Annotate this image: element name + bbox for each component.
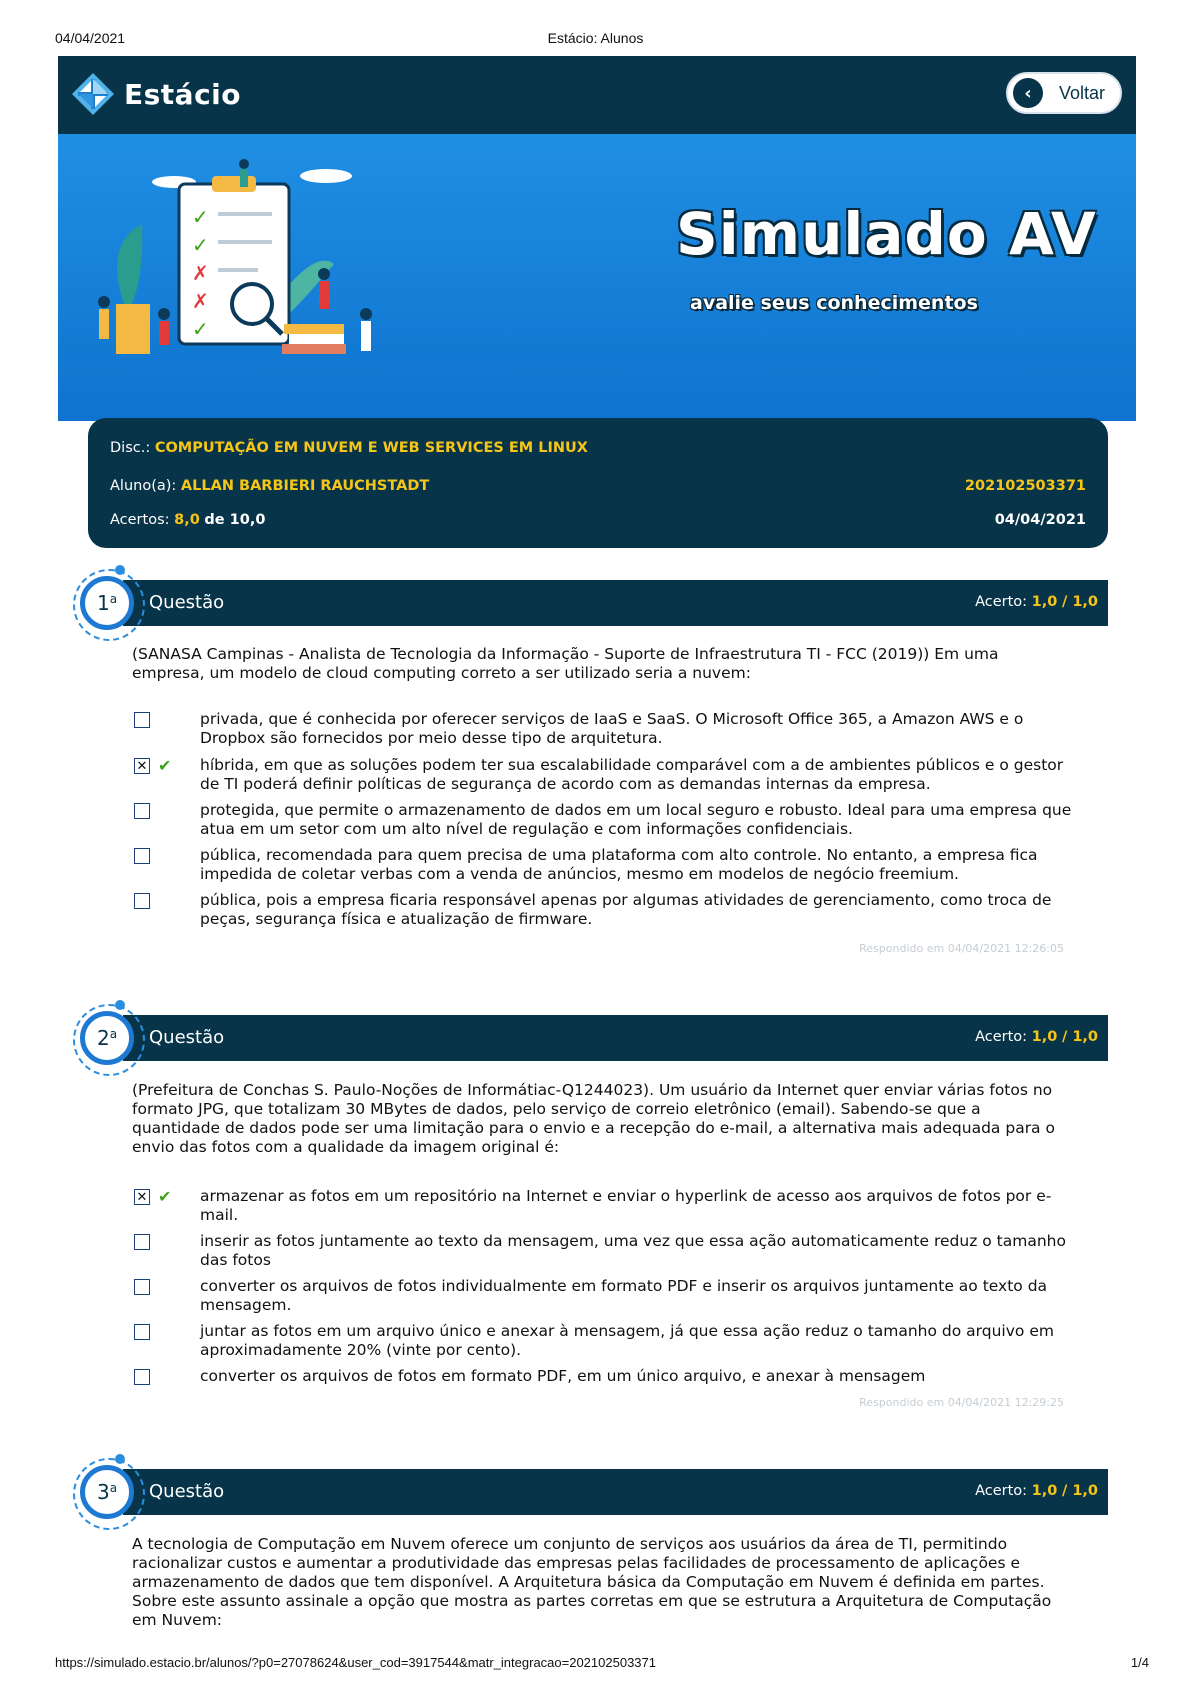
question-header bbox=[123, 1469, 1108, 1515]
score-row bbox=[110, 512, 1086, 528]
question-score bbox=[975, 594, 1098, 610]
question-score bbox=[975, 1029, 1098, 1045]
score-label: Acerto: bbox=[975, 1029, 1028, 1045]
checklist-illustration bbox=[84, 154, 404, 374]
option-checkbox[interactable] bbox=[134, 1324, 150, 1340]
option-text: armazenar as fotos em um repositório na Internet e enviar o hyperlink de acesso aos arquivos de fotos por e-mail. bbox=[200, 1187, 1052, 1224]
student-label: Aluno(a): bbox=[110, 478, 177, 494]
answer-option[interactable] bbox=[132, 1277, 1072, 1317]
question-title: Questão bbox=[149, 1027, 225, 1048]
answered-timestamp: Respondido em 04/04/2021 12:26:05 bbox=[859, 942, 1064, 955]
option-checkbox[interactable] bbox=[134, 893, 150, 909]
estacio-logo-icon bbox=[70, 71, 116, 117]
discipline-label: Disc.: bbox=[110, 440, 151, 456]
badge-dot bbox=[115, 1454, 125, 1464]
option-checkbox[interactable] bbox=[134, 1369, 150, 1385]
svg-text:✓: ✓ bbox=[192, 317, 209, 341]
option-checkbox[interactable] bbox=[134, 848, 150, 864]
correct-check-icon: ✔ bbox=[158, 756, 172, 775]
svg-text:✗: ✗ bbox=[192, 261, 209, 285]
badge-dot bbox=[115, 565, 125, 575]
question-number: 3 bbox=[96, 1480, 110, 1504]
option-text: pública, recomendada para quem precisa de uma plataforma com alto controle. No entanto, a empresa fica impedida de coletar verbas com a venda de anúncios, mesmo em modelos de negócio freemium. bbox=[200, 846, 1038, 883]
svg-text:✓: ✓ bbox=[192, 205, 209, 229]
correct-check-icon: ✔ bbox=[158, 1187, 172, 1206]
score-total: / 1,0 bbox=[1061, 1483, 1098, 1499]
back-button[interactable] bbox=[1006, 72, 1122, 114]
score-label: Acerto: bbox=[975, 594, 1028, 610]
question-number-suffix: a bbox=[109, 592, 118, 606]
option-checkbox[interactable] bbox=[134, 712, 150, 728]
student-info-card bbox=[88, 418, 1108, 548]
answer-option[interactable] bbox=[132, 1322, 1072, 1362]
option-checkbox[interactable] bbox=[134, 1279, 150, 1295]
score-total: de 10,0 bbox=[204, 512, 266, 528]
answer-option[interactable] bbox=[132, 1187, 1072, 1227]
discipline-value: COMPUTAÇÃO EM NUVEM E WEB SERVICES EM LINUX bbox=[154, 440, 588, 456]
question-header bbox=[123, 1015, 1108, 1061]
simulado-banner bbox=[58, 134, 1136, 421]
score-value: 1,0 bbox=[1031, 1029, 1058, 1045]
question-header bbox=[123, 580, 1108, 626]
option-text: protegida, que permite o armazenamento de dados em um local seguro e robusto. Ideal para uma empresa que atua em um setor com um alto nível de regulação e com informações confidenciais. bbox=[200, 801, 1072, 838]
question-number-badge bbox=[80, 576, 134, 630]
answer-option[interactable] bbox=[132, 710, 1072, 750]
question-title: Questão bbox=[149, 592, 225, 613]
option-text: converter os arquivos de fotos em formato PDF, em um único arquivo, e anexar à mensagem bbox=[200, 1367, 926, 1385]
answer-option[interactable] bbox=[132, 1232, 1072, 1272]
question-stem: A tecnologia de Computação em Nuvem oferece um conjunto de serviços aos usuários da área de TI, permitindo racionalizar custos e aumentar a produtividade das empresas pelas facilidades de processamento de aplicações e armazenamento de dados que tem disponível. A Arquitetura básica da Computação em Nuvem é definida em partes. Sobre este assunto assinale a opção que mostra as partes corretas em que se estrutura a Arquitetura de Computação em Nuvem: bbox=[132, 1535, 1052, 1629]
option-checkbox[interactable] bbox=[134, 803, 150, 819]
answer-option[interactable] bbox=[132, 891, 1072, 931]
top-bar bbox=[58, 56, 1136, 134]
svg-text:✗: ✗ bbox=[192, 289, 209, 313]
exam-date: 04/04/2021 bbox=[994, 512, 1086, 528]
question-stem: (SANASA Campinas - Analista de Tecnologia da Informação - Suporte de Infraestrutura TI - FCC (2019)) Em uma empresa, um modelo de cloud computing correto a ser utilizado seria a nuvem: bbox=[132, 645, 999, 682]
banner-title: Simulado AV bbox=[676, 200, 1097, 268]
student-row bbox=[110, 478, 1086, 494]
option-text: juntar as fotos em um arquivo único e anexar à mensagem, já que essa ação reduz o tamanho do arquivo em aproximadamente 20% (vinte por cento). bbox=[200, 1322, 1054, 1359]
question-number: 2 bbox=[96, 1026, 110, 1050]
question-number-suffix: a bbox=[109, 1481, 118, 1495]
print-page-number: 1/4 bbox=[1130, 1655, 1149, 1670]
score-value: 8,0 bbox=[174, 512, 200, 528]
question-stem: (Prefeitura de Conchas S. Paulo-Noções de Informátiac-Q1244023). Um usuário da Internet quer enviar várias fotos no formato JPG, que totalizam 30 MBytes de dados, pelo serviço de correio eletrônico (email). Sabendo-se que a quantidade de dados pode ser uma limitação para o envio e a recepção do e-mail, a alternativa mais adequada para o envio das fotos com a qualidade da imagem original é: bbox=[132, 1081, 1055, 1156]
enrollment-number: 202102503371 bbox=[964, 478, 1086, 494]
svg-text:✓: ✓ bbox=[192, 233, 209, 257]
back-button-label: Voltar bbox=[1059, 82, 1106, 103]
option-text: pública, pois a empresa ficaria responsável apenas por algumas atividades de gerenciamento, como troca de peças, segurança física e atualização de firmware. bbox=[200, 891, 1052, 928]
question-number-badge bbox=[80, 1011, 134, 1065]
answer-option[interactable] bbox=[132, 801, 1072, 841]
question-title: Questão bbox=[149, 1481, 225, 1502]
question-number-suffix: a bbox=[109, 1027, 118, 1041]
badge-ring bbox=[73, 1004, 145, 1076]
chevron-left-icon: ‹ bbox=[1013, 78, 1043, 108]
option-text: converter os arquivos de fotos individualmente em formato PDF e inserir os arquivos juntamente ao texto da mensagem. bbox=[200, 1277, 1048, 1314]
question-score bbox=[975, 1483, 1098, 1499]
option-checkbox[interactable] bbox=[134, 1234, 150, 1250]
option-text: inserir as fotos juntamente ao texto da mensagem, uma vez que essa ação automaticamente reduz o tamanho das fotos bbox=[200, 1232, 1066, 1269]
print-date: 04/04/2021 bbox=[55, 30, 126, 46]
answer-option[interactable] bbox=[132, 846, 1072, 886]
option-text: privada, que é conhecida por oferecer serviços de IaaS e SaaS. O Microsoft Office 365, a Amazon AWS e o Dropbox são fornecidos por meio desse tipo de arquitetura. bbox=[200, 710, 1024, 747]
question-number-badge bbox=[80, 1465, 134, 1519]
score-value: 1,0 bbox=[1031, 1483, 1058, 1499]
score-value: 1,0 bbox=[1031, 594, 1058, 610]
logo-text: Estácio bbox=[124, 77, 242, 111]
banner-subtitle: avalie seus conhecimentos bbox=[690, 292, 978, 314]
badge-ring bbox=[73, 569, 145, 641]
discipline-row bbox=[110, 440, 1086, 456]
print-title: Estácio: Alunos bbox=[547, 30, 644, 46]
answered-timestamp: Respondido em 04/04/2021 12:29:25 bbox=[859, 1396, 1064, 1409]
badge-dot bbox=[115, 1000, 125, 1010]
student-name: ALLAN BARBIERI RAUCHSTADT bbox=[180, 478, 430, 494]
answer-option[interactable] bbox=[132, 756, 1072, 796]
score-label: Acerto: bbox=[975, 1483, 1028, 1499]
badge-ring bbox=[73, 1458, 145, 1530]
question-number: 1 bbox=[96, 591, 110, 615]
option-checkbox-checked[interactable]: ✕ bbox=[134, 1189, 150, 1205]
estacio-logo[interactable] bbox=[70, 71, 241, 117]
score-total: / 1,0 bbox=[1061, 1029, 1098, 1045]
option-text: híbrida, em que as soluções podem ter sua escalabilidade comparável com a de ambientes públicos e o gestor de TI poderá definir políticas de segurança de acordo com as demandas internas da empresa. bbox=[200, 756, 1064, 793]
score-label: Acertos: bbox=[110, 512, 170, 528]
option-checkbox-checked[interactable]: ✕ bbox=[134, 758, 150, 774]
score-total: / 1,0 bbox=[1061, 594, 1098, 610]
print-url: https://simulado.estacio.br/alunos/?p0=27078624&user_cod=3917544&matr_integracao=202102503371 bbox=[55, 1655, 656, 1670]
